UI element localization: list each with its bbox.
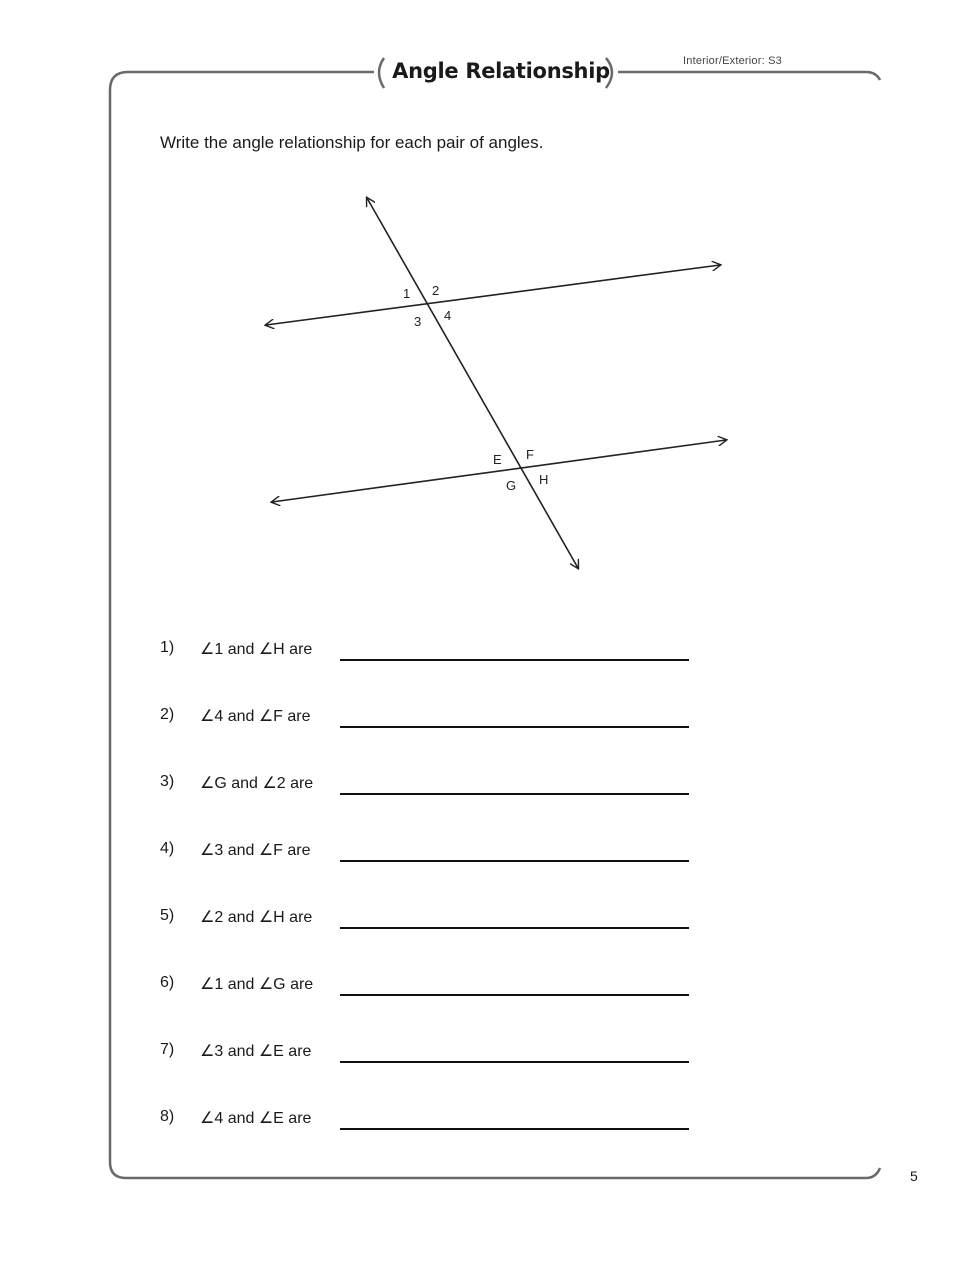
transversal-diagram (250, 190, 740, 575)
question-text: ∠3 and ∠E are (200, 1043, 312, 1060)
answer-blank[interactable] (340, 726, 689, 728)
answer-blank[interactable] (340, 860, 689, 862)
question-number: 1) (160, 639, 175, 656)
question-row (160, 838, 700, 868)
answer-blank[interactable] (340, 927, 689, 929)
question-row (160, 1039, 700, 1069)
angle-label-F: F (526, 447, 534, 462)
question-number: 8) (160, 1108, 175, 1125)
upper-line (266, 265, 720, 325)
question-row (160, 905, 700, 935)
question-number: 2) (160, 706, 175, 723)
question-text: ∠4 and ∠E are (200, 1110, 312, 1127)
angle-label-3: 3 (414, 314, 422, 329)
answer-blank[interactable] (340, 793, 689, 795)
question-number: 5) (160, 907, 175, 924)
angle-label-H: H (539, 472, 549, 487)
lower-line (272, 440, 726, 502)
question-row (160, 972, 700, 1002)
question-text: ∠3 and ∠F are (200, 842, 311, 859)
answer-blank[interactable] (340, 1128, 689, 1130)
page-number: 5 (910, 1168, 918, 1184)
page-title: Angle Relationship (392, 59, 610, 83)
question-text: ∠1 and ∠H are (200, 641, 313, 658)
question-row (160, 771, 700, 801)
question-number: 4) (160, 840, 175, 857)
angle-label-4: 4 (444, 308, 452, 323)
question-text: ∠4 and ∠F are (200, 708, 311, 725)
question-text: ∠G and ∠2 are (200, 775, 314, 792)
question-row (160, 637, 700, 667)
answer-blank[interactable] (340, 659, 689, 661)
answer-blank[interactable] (340, 1061, 689, 1063)
question-number: 6) (160, 974, 175, 991)
question-row (160, 1106, 700, 1136)
angle-label-E: E (493, 452, 502, 467)
instructions-text: Write the angle relationship for each pair of angles. (160, 133, 544, 152)
angle-label-1: 1 (403, 286, 411, 301)
question-text: ∠2 and ∠H are (200, 909, 313, 926)
answer-blank[interactable] (340, 994, 689, 996)
transversal-line (367, 198, 578, 568)
question-text: ∠1 and ∠G are (200, 976, 314, 993)
angle-label-G: G (506, 478, 517, 493)
question-number: 3) (160, 773, 175, 790)
angle-label-2: 2 (432, 283, 440, 298)
question-number: 7) (160, 1041, 175, 1058)
header-meta-label: Interior/Exterior: S3 (683, 55, 782, 67)
question-row (160, 704, 700, 734)
